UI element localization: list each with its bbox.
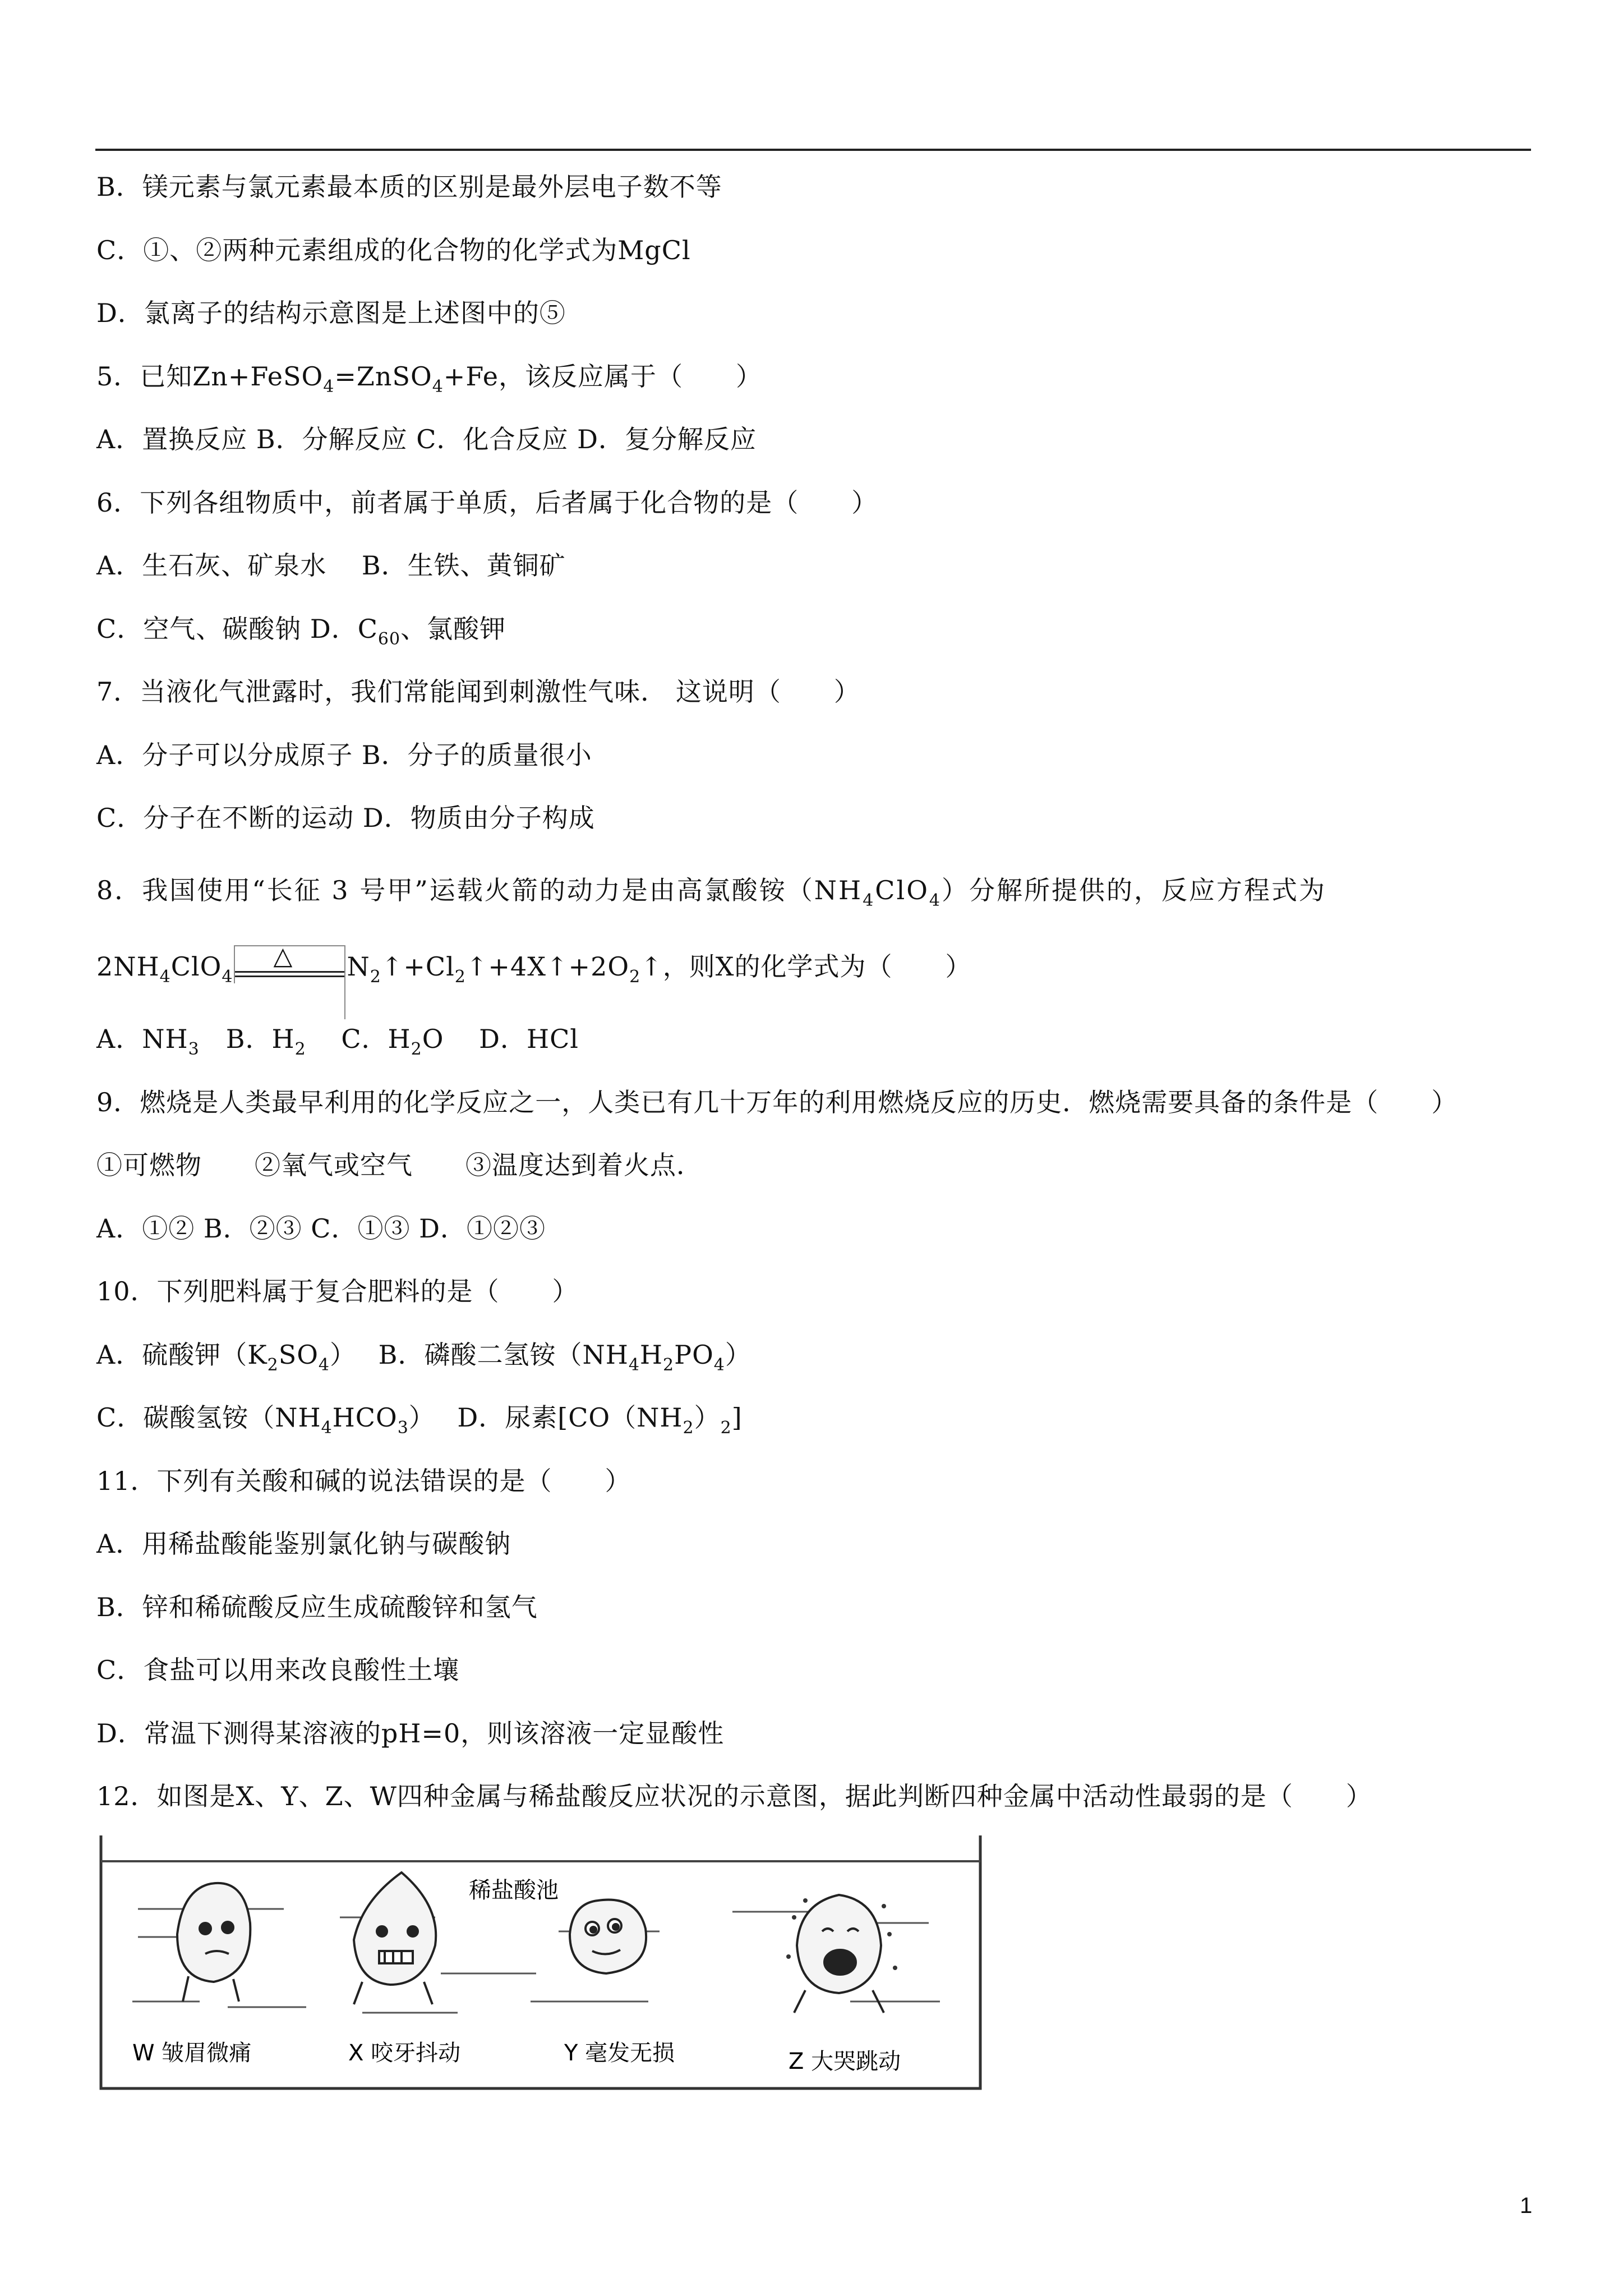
question-10: 10．下列肥料属于复合肥料的是（ ） bbox=[96, 1276, 579, 1306]
option-11c: C．食盐可以用来改良酸性土壤 bbox=[96, 1655, 460, 1685]
question-12: 12．如图是X、Y、Z、W四种金属与稀盐酸反应状况的示意图，据此判断四种金属中活动性最弱的是（ ） bbox=[96, 1781, 1372, 1811]
option-4c: C．①、②两种元素组成的化合物的化学式为MgCl bbox=[96, 235, 691, 265]
options-6ab: A．生石灰、矿泉水 B．生铁、黄铜矿 bbox=[96, 550, 566, 581]
option-11b: B．锌和稀硫酸反应生成硫酸锌和氢气 bbox=[96, 1592, 538, 1622]
equation-8: $2NH_4ClO_4$ △ $N_2↑+Cl_2↑+4X↑+2O_2↑$，则X的化学式为（ ） bbox=[96, 945, 971, 987]
metals-in-acid-figure bbox=[99, 1833, 983, 2094]
option-11d: D．常温下测得某溶液的pH=0，则该溶液一定显酸性 bbox=[96, 1718, 725, 1749]
metal-y-label: Y 毫发无损 bbox=[564, 2040, 675, 2066]
options-7cd: C．分子在不断的运动 D．物质由分子构成 bbox=[96, 803, 595, 833]
options-7ab: A．分子可以分成原子 B．分子的质量很小 bbox=[96, 740, 592, 770]
heat-triangle-icon: △ bbox=[273, 942, 293, 970]
options-5: A．置换反应 B．分解反应 C．化合反应 D．复分解反应 bbox=[96, 424, 757, 454]
option-11a: A．用稀盐酸能鉴别氯化钠与碳酸钠 bbox=[96, 1529, 511, 1559]
pool-label: 稀盐酸池 bbox=[469, 1878, 559, 1903]
question-11: 11．下列有关酸和碱的说法错误的是（ ） bbox=[96, 1466, 631, 1496]
conditions-9: ①可燃物 ②氧气或空气 ③温度达到着火点． bbox=[96, 1150, 703, 1180]
metal-x-label: X 咬牙抖动 bbox=[348, 2040, 461, 2066]
question-5: 5．已知Zn+FeSO$_4$=ZnSO$_4$+Fe，该反应属于（ ） bbox=[96, 361, 762, 397]
metal-z-label: Z 大哭跳动 bbox=[789, 2049, 901, 2074]
metal-y-icon bbox=[570, 1900, 646, 1973]
option-4d: D．氯离子的结构示意图是上述图中的⑤ bbox=[96, 298, 566, 328]
options-10ab: A．硫酸钾$(K_2SO_4)$ B．磷酸二氢铵$(NH_4H_2PO_4)$ bbox=[96, 1340, 751, 1375]
options-8: A．$NH_3$ B．$H_2$ C．$H_2O$ D．HCl bbox=[96, 1024, 579, 1059]
question-7: 7．当液化气泄露时，我们常能闻到刺激性气味． 这说明（ ） bbox=[96, 677, 860, 707]
question-8: 8．我国使用“长征 3 号甲”运载火箭的动力是由高氯酸铵$(NH_4ClO_4)$分解所提供的，反应方程式为 bbox=[96, 875, 1326, 910]
metal-w-label: W 皱眉微痛 bbox=[132, 2040, 252, 2066]
option-4b: B．镁元素与氯元素最本质的区别是最外层电子数不等 bbox=[96, 172, 722, 202]
options-6cd: C．空气、碳酸钠 D．$C_{60}$、氯酸钾 bbox=[96, 614, 506, 649]
question-6: 6．下列各组物质中，前者属于单质，后者属于化合物的是（ ） bbox=[96, 487, 878, 518]
options-10cd: C．碳酸氢铵$(NH_4HCO_3)$ D．尿素$[CO(NH_2)_2]$ bbox=[96, 1402, 743, 1438]
question-9: 9．燃烧是人类最早利用的化学反应之一，人类已有几十万年的利用燃烧反应的历史．燃烧需要具备的条件是（ ） bbox=[96, 1087, 1458, 1117]
options-9: A．①② B．②③ C．①③ D．①②③ bbox=[96, 1213, 546, 1244]
reaction-condition bbox=[234, 942, 345, 983]
header-rule bbox=[95, 149, 1531, 151]
page-number: 1 bbox=[1520, 2193, 1533, 2218]
